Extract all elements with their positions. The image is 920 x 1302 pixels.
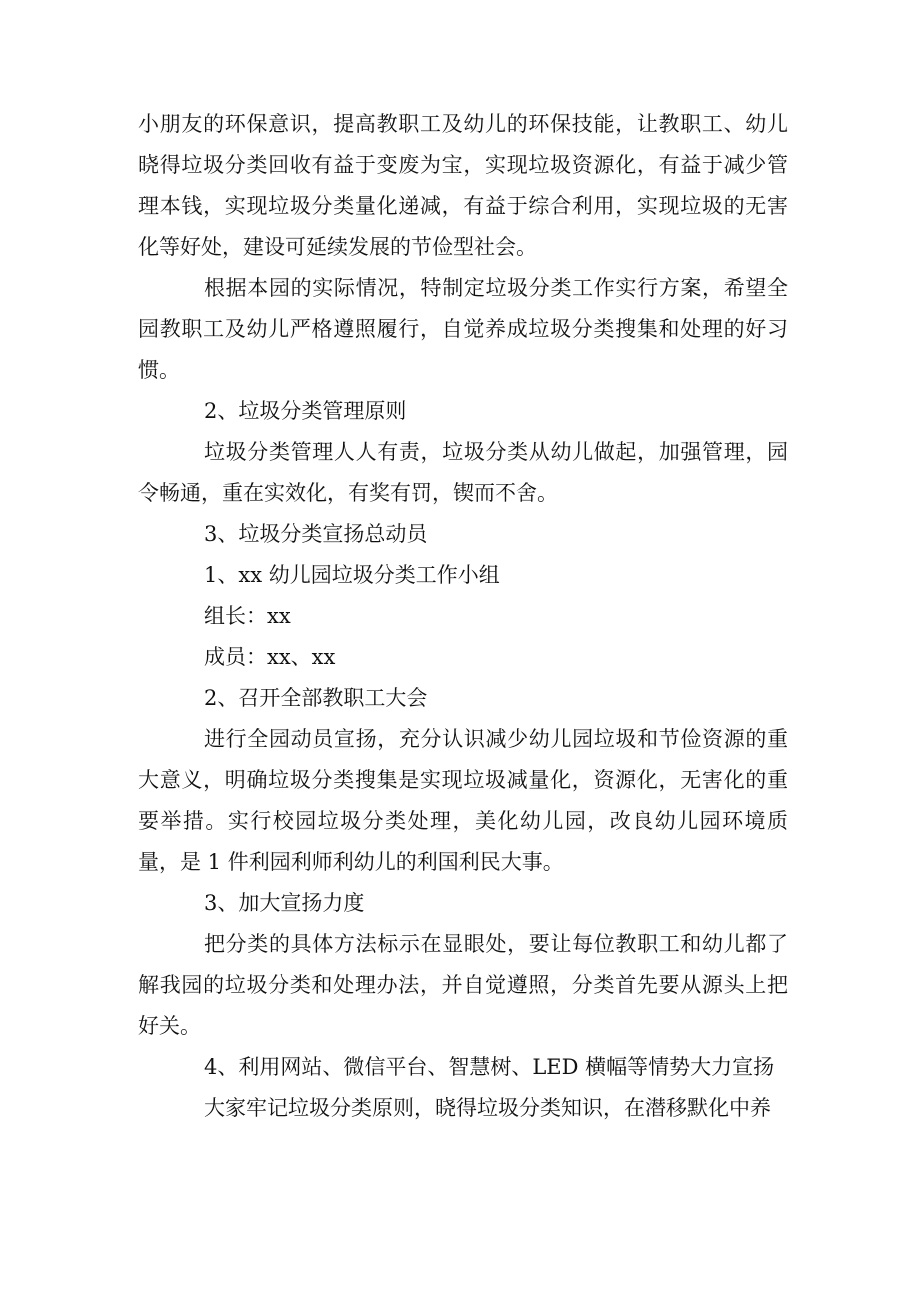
paragraph-staff-meeting: 进行全园动员宣扬，充分认识减少幼儿园垃圾和节俭资源的重大意义，明确垃圾分类搜集是实现垃圾减量化，资源化，无害化的重要举措。实行校园垃圾分类处理，美化幼儿园，改良幼儿园环境质量，是 1 件利园利师利幼儿的利国利民大事。 [138,727,788,874]
group-leader-line: 组长：xx [204,604,291,628]
heading-online-platforms: 4、利用网站、微信平台、智慧树、LED 横幅等情势大力宣扬 [204,1055,775,1079]
heading-publicity: 3、加大宣扬力度 [204,891,365,915]
paragraph-implementation-plan: 根据本园的实际情况，特制定垃圾分类工作实行方案，希望全园教职工及幼儿严格遵照履行，自觉养成垃圾分类搜集和处理的好习惯。 [138,276,788,382]
paragraph-remember-principles: 大家牢记垃圾分类原则，晓得垃圾分类知识，在潜移默化中养 [204,1096,771,1120]
paragraph-environmental-awareness: 小朋友的环保意识，提高教职工及幼儿的环保技能，让教职工、幼儿晓得垃圾分类回收有益于变废为宝，实现垃圾资源化，有益于减少管理本钱，实现垃圾分类量化递减，有益于综合利用，实现垃圾的无害化等好处，建设可延续发展的节俭型社会。 [138,112,788,259]
heading-management-principles: 2、垃圾分类管理原则 [204,399,407,423]
document-body [138,104,788,1129]
group-members-line: 成员：xx、xx [204,645,336,669]
heading-staff-meeting: 2、召开全部教职工大会 [204,686,428,710]
heading-working-group: 1、xx 幼儿园垃圾分类工作小组 [204,563,500,587]
heading-mobilization: 3、垃圾分类宣扬总动员 [204,522,428,546]
paragraph-publicity: 把分类的具体方法标示在显眼处，要让每位教职工和幼儿都了解我园的垃圾分类和处理办法，并自觉遵照，分类首先要从源头上把好关。 [138,932,788,1038]
paragraph-management-principles: 垃圾分类管理人人有责，垃圾分类从幼儿做起，加强管理，园令畅通，重在实效化，有奖有罚，锲而不舍。 [138,440,788,505]
